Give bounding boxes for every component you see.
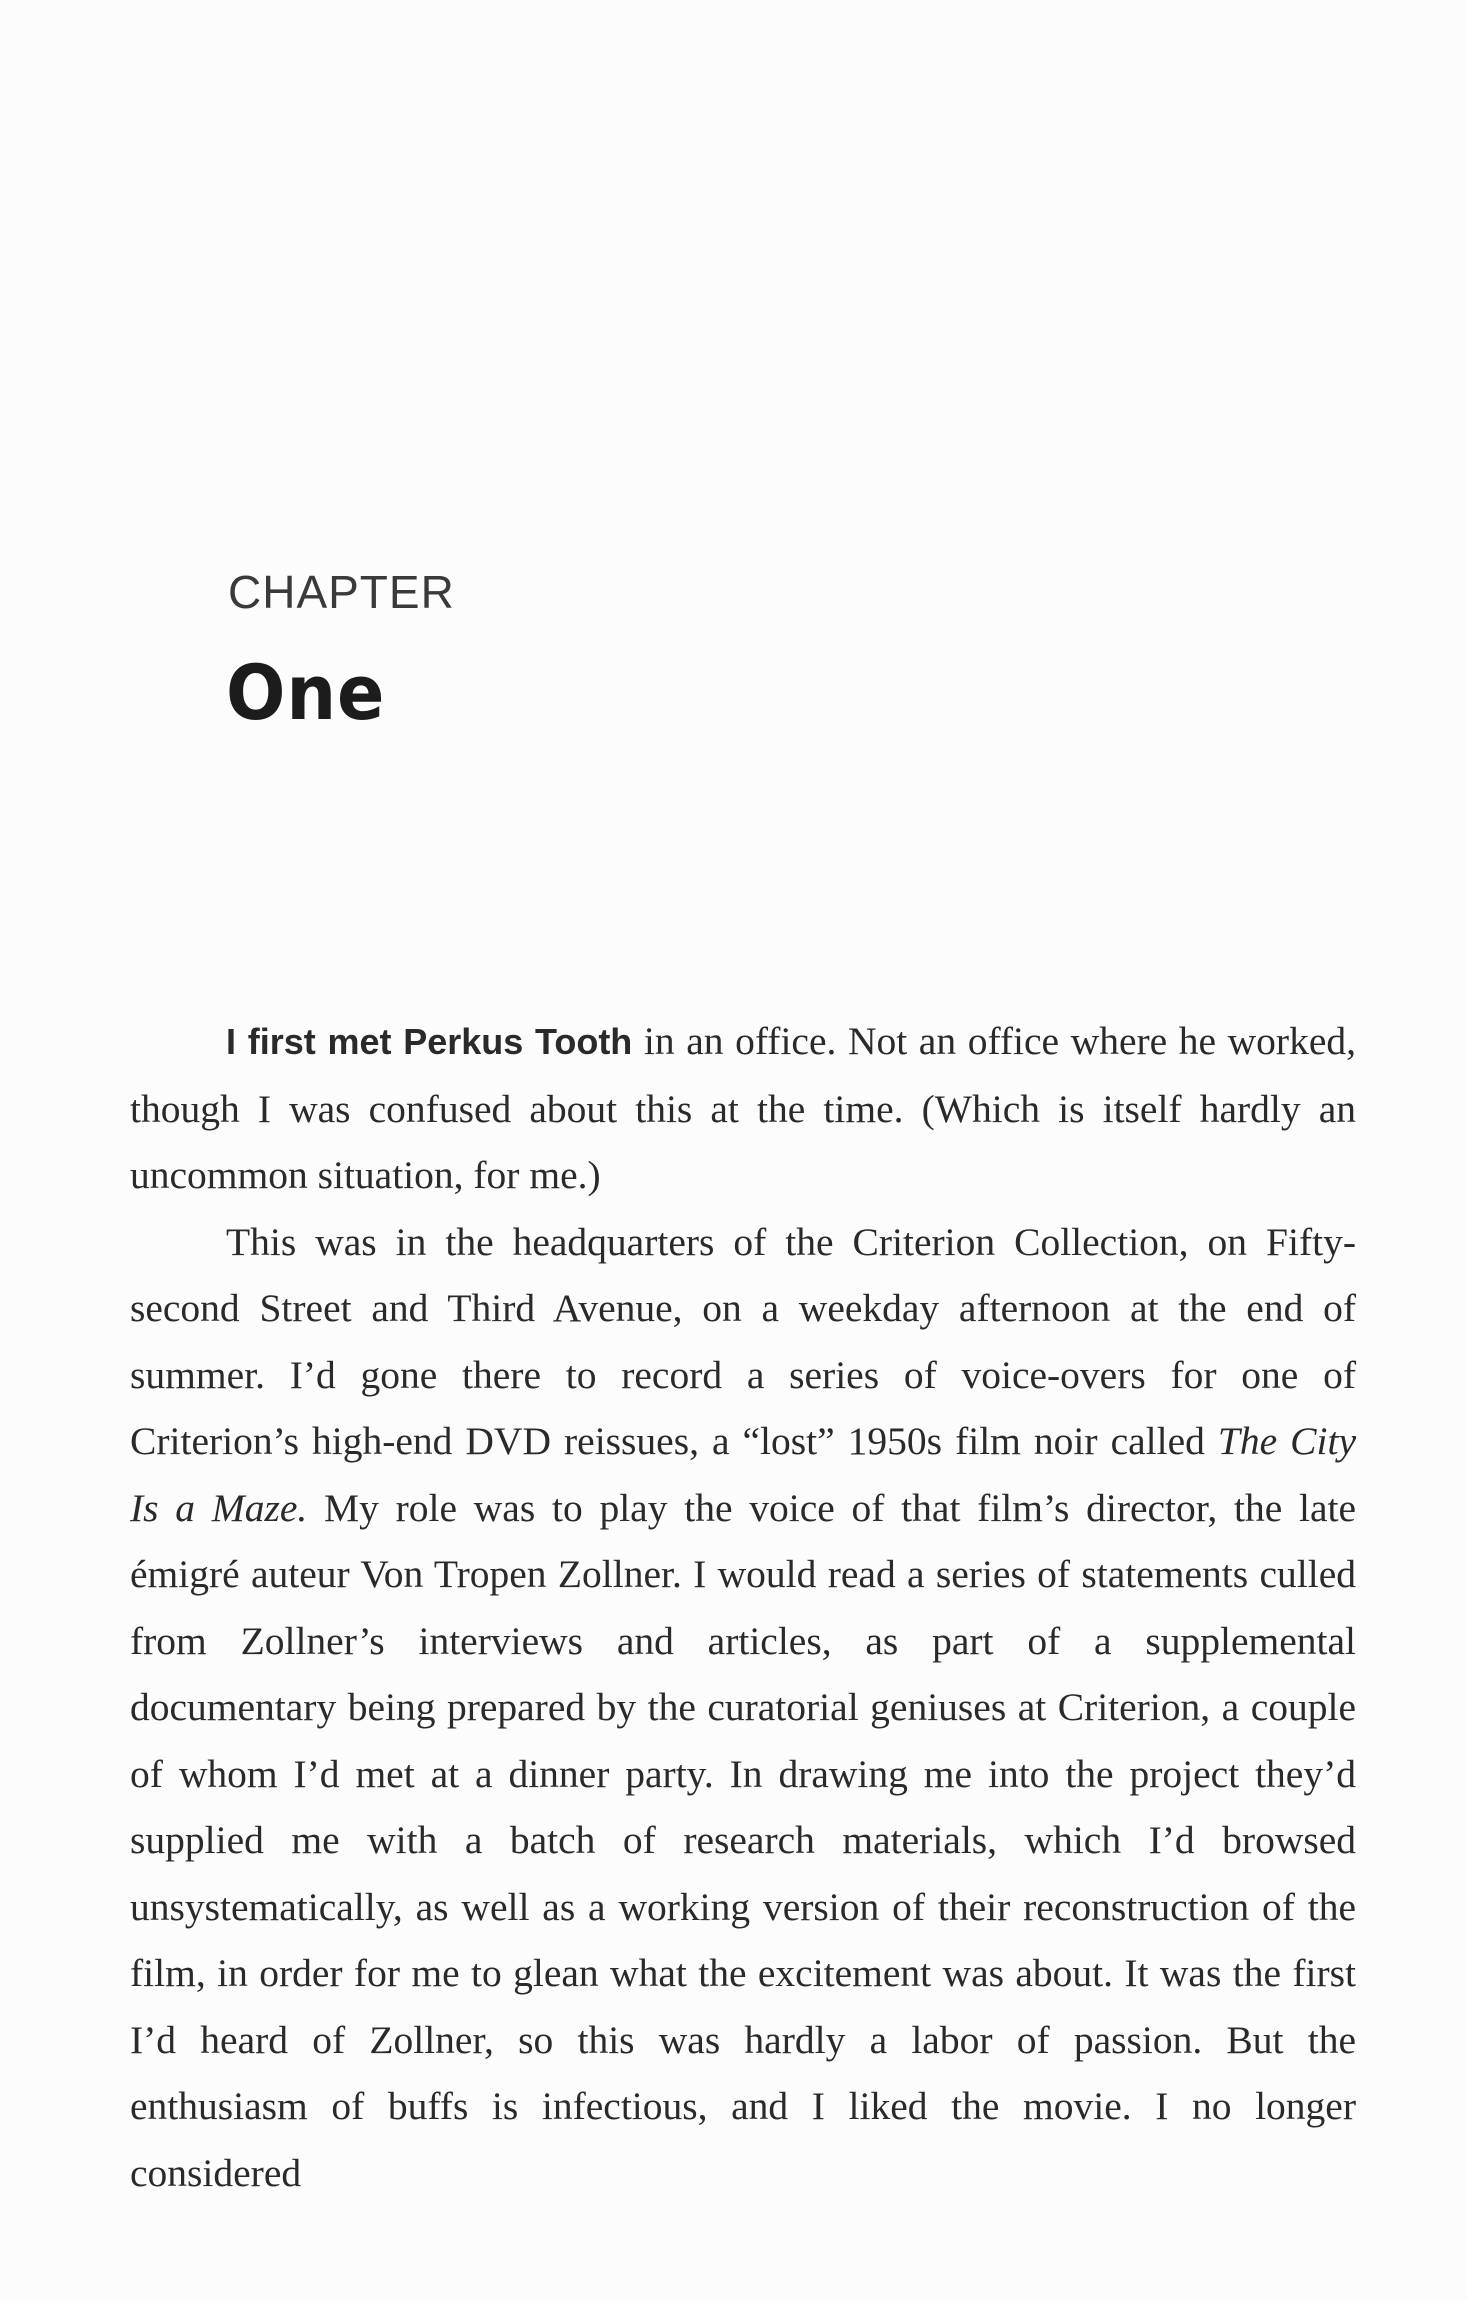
body-text <box>130 1008 1356 2206</box>
chapter-label: CHAPTER <box>228 566 455 618</box>
paragraph-2-text-after-title: My role was to play the voice of that film’s director, the late émigré auteur Von Tropen Zollner. I would read a series of statements culled from Zollner’s interviews and articles, as part of a supplemental documentary being prepared by the curatorial geniuses at Criterion, a couple of whom I’d met at a dinner party. In drawing me into the project they’d supplied me with a batch of research materials, which I’d browsed unsystematically, as well as a working version of their reconstruction of the film, in order for me to glean what the excitement was about. It was the first I’d heard of Zollner, so this was hardly a labor of passion. But the enthusiasm of buffs is infectious, and I liked the movie. I no longer considered <box>130 1485 1356 2195</box>
paragraph-2 <box>130 1209 1356 2207</box>
chapter-title: One <box>226 648 386 737</box>
film-title: The City Is a Maze. <box>130 1419 1356 1530</box>
lead-in-text: I first met Perkus Tooth <box>226 1021 633 1062</box>
paragraph-1 <box>130 1008 1356 1209</box>
paragraph-1-text: in an office. Not an office where he worked, though I was confused about this at the time. (Which is itself hardly an uncommon situation, for me.) <box>130 1019 1356 1197</box>
paragraph-2-text-before-title: This was in the headquarters of the Criterion Collection, on Fifty-second Street and Third Avenue, on a weekday afternoon at the end of summer. I’d gone there to record a series of voice-overs for one of Criterion’s high-end DVD reissues, a “lost” 1950s film noir called <box>130 1219 1356 1463</box>
